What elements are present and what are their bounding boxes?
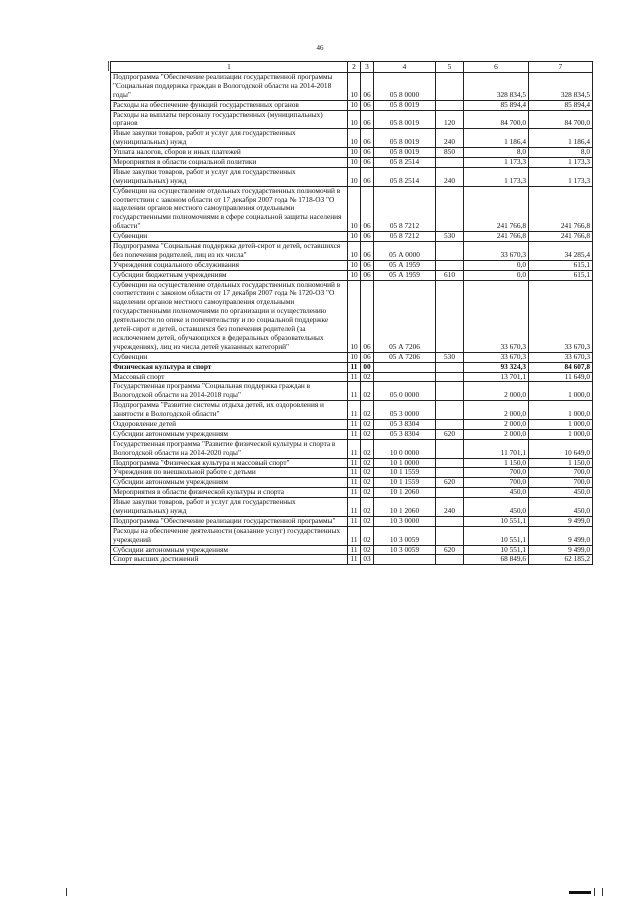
row-expense-type: 620	[436, 429, 464, 439]
row-amount-year2: 11 649,0	[529, 372, 593, 382]
scan-mark	[66, 888, 67, 896]
row-subsection: 06	[361, 110, 374, 129]
row-name: Спорт высших достижений	[111, 555, 348, 565]
row-expense-type: 240	[436, 129, 464, 148]
row-target-article: 10 3 0000	[374, 516, 436, 526]
row-amount-year1: 13 701,1	[464, 372, 529, 382]
row-name: Субвенции	[111, 352, 348, 362]
table-row	[111, 167, 593, 186]
row-expense-type	[436, 401, 464, 420]
row-amount-year1: 0,0	[464, 270, 529, 280]
row-amount-year1: 1 150,0	[464, 458, 529, 468]
row-target-article: 05 8 0019	[374, 100, 436, 110]
row-subsection: 06	[361, 100, 374, 110]
row-amount-year1: 0,0	[464, 260, 529, 270]
row-name: Мероприятия в области социальной политики	[111, 158, 348, 168]
row-name: Расходы на обеспечение функций государственных органов	[111, 100, 348, 110]
header-col-5: 5	[436, 62, 464, 73]
row-target-article: 10 1 0000	[374, 458, 436, 468]
row-expense-type: 850	[436, 148, 464, 158]
scan-mark	[594, 888, 595, 896]
row-subsection: 06	[361, 260, 374, 270]
row-subsection: 02	[361, 468, 374, 478]
row-amount-year2: 84 607,8	[529, 362, 593, 372]
row-section: 11	[348, 458, 361, 468]
row-subsection: 06	[361, 186, 374, 231]
row-section: 10	[348, 100, 361, 110]
row-amount-year2: 85 894,4	[529, 100, 593, 110]
row-target-article: 05 3 8304	[374, 419, 436, 429]
row-expense-type	[436, 280, 464, 352]
row-expense-type: 240	[436, 498, 464, 517]
row-target-article: 05 8 2514	[374, 167, 436, 186]
row-section: 11	[348, 429, 361, 439]
row-subsection: 02	[361, 478, 374, 488]
row-target-article: 05 3 8304	[374, 429, 436, 439]
row-amount-year2: 615,1	[529, 270, 593, 280]
row-section: 11	[348, 468, 361, 478]
table-row	[111, 526, 593, 545]
row-amount-year2: 10 649,0	[529, 439, 593, 458]
header-col-2: 2	[348, 62, 361, 73]
row-expense-type: 530	[436, 232, 464, 242]
row-expense-type	[436, 439, 464, 458]
row-subsection: 02	[361, 488, 374, 498]
table-row	[111, 478, 593, 488]
table-row	[111, 401, 593, 420]
row-expense-type: 530	[436, 352, 464, 362]
row-target-article	[374, 555, 436, 565]
row-subsection: 06	[361, 352, 374, 362]
row-amount-year2: 33 670,3	[529, 280, 593, 352]
row-section: 11	[348, 401, 361, 420]
row-expense-type	[436, 158, 464, 168]
row-subsection: 06	[361, 232, 374, 242]
row-amount-year2: 34 285,4	[529, 242, 593, 261]
header-col-7: 7	[529, 62, 593, 73]
row-section: 10	[348, 110, 361, 129]
row-name: Субвенции	[111, 232, 348, 242]
row-name: Подпрограмма "Развитие системы отдыха детей, их оздоровления и занятости в Вологодской области"	[111, 401, 348, 420]
row-section: 11	[348, 419, 361, 429]
row-expense-type: 120	[436, 110, 464, 129]
row-section: 10	[348, 260, 361, 270]
row-target-article	[374, 362, 436, 372]
row-amount-year1: 84 700,0	[464, 110, 529, 129]
row-amount-year1: 450,0	[464, 498, 529, 517]
row-target-article: 05 А 1959	[374, 260, 436, 270]
table-row	[111, 100, 593, 110]
row-target-article: 10 3 0059	[374, 526, 436, 545]
row-expense-type	[436, 419, 464, 429]
row-expense-type	[436, 458, 464, 468]
row-section: 11	[348, 545, 361, 555]
row-target-article: 10 0 0000	[374, 439, 436, 458]
row-amount-year2: 328 834,5	[529, 73, 593, 101]
table-row	[111, 429, 593, 439]
row-name: Субсидии автономным учреждениям	[111, 545, 348, 555]
row-name: Подпрограмма "Социальная поддержка детей-сирот и детей, оставшихся без попечения родителей, лиц из их числа"	[111, 242, 348, 261]
row-amount-year2: 1 000,0	[529, 429, 593, 439]
header-col-1: 1	[111, 62, 348, 73]
row-name: Субсидии бюджетным учреждениям	[111, 270, 348, 280]
row-amount-year1: 33 670,3	[464, 280, 529, 352]
row-amount-year1: 33 670,3	[464, 352, 529, 362]
row-subsection: 06	[361, 148, 374, 158]
table-row	[111, 362, 593, 372]
table-row	[111, 555, 593, 565]
row-section: 11	[348, 382, 361, 401]
row-amount-year2: 9 499,0	[529, 545, 593, 555]
row-target-article: 05 А 0000	[374, 242, 436, 261]
row-amount-year1: 241 766,8	[464, 186, 529, 231]
row-section: 11	[348, 498, 361, 517]
row-section: 11	[348, 439, 361, 458]
row-target-article: 10 1 2060	[374, 498, 436, 517]
row-subsection: 02	[361, 401, 374, 420]
row-amount-year1: 1 186,4	[464, 129, 529, 148]
row-expense-type	[436, 526, 464, 545]
row-amount-year2: 1 150,0	[529, 458, 593, 468]
row-amount-year1: 10 551,1	[464, 526, 529, 545]
row-name: Подпрограмма "Физическая культура и массовый спорт"	[111, 458, 348, 468]
row-target-article: 05 А 1959	[374, 270, 436, 280]
row-amount-year2: 1 173,3	[529, 158, 593, 168]
row-amount-year2: 8,0	[529, 148, 593, 158]
header-col-6: 6	[464, 62, 529, 73]
row-name: Массовый спорт	[111, 372, 348, 382]
row-expense-type	[436, 100, 464, 110]
table-row	[111, 468, 593, 478]
table-row	[111, 129, 593, 148]
row-amount-year2: 84 700,0	[529, 110, 593, 129]
row-subsection: 06	[361, 280, 374, 352]
row-amount-year1: 2 000,0	[464, 419, 529, 429]
row-target-article: 05 8 0019	[374, 110, 436, 129]
row-expense-type	[436, 488, 464, 498]
row-name: Учреждения по внешкольной работе с детьми	[111, 468, 348, 478]
row-name: Иные закупки товаров, работ и услуг для государственных (муниципальных) нужд	[111, 498, 348, 517]
table-row	[111, 458, 593, 468]
row-target-article: 10 1 1559	[374, 478, 436, 488]
table-row	[111, 439, 593, 458]
row-section: 10	[348, 352, 361, 362]
table-row	[111, 73, 593, 101]
row-expense-type	[436, 468, 464, 478]
row-target-article: 05 А 7206	[374, 280, 436, 352]
row-amount-year1: 700,0	[464, 478, 529, 488]
row-name: Подпрограмма "Обеспечение реализации государственной программы"	[111, 516, 348, 526]
table-row	[111, 545, 593, 555]
table-row	[111, 419, 593, 429]
table-row	[111, 372, 593, 382]
row-amount-year1: 450,0	[464, 488, 529, 498]
row-amount-year2: 1 000,0	[529, 419, 593, 429]
row-subsection: 06	[361, 242, 374, 261]
row-amount-year1: 10 551,1	[464, 545, 529, 555]
row-name: Субвенции на осуществление отдельных государственных полномочий в соответствии с законом области от 17 декабря 2007 года № 1720-ОЗ "О наделении органов местного самоуправления отдельными государственными полномочиями по организации и осуществлению деятельности по опеке и попечительству и по социальной поддержке детей-сирот и детей, оставшихся без попечения родителей (за исключением детей, обучающихся в федеральных образовательных учреждениях), лиц из числа детей указанных категорий"	[111, 280, 348, 352]
row-target-article: 05 0 0000	[374, 382, 436, 401]
table-row	[111, 488, 593, 498]
row-name: Расходы на обеспечение деятельности (оказание услуг) государственных учреждений	[111, 526, 348, 545]
row-section: 10	[348, 73, 361, 101]
header-row	[111, 62, 593, 73]
row-amount-year1: 33 670,3	[464, 242, 529, 261]
row-section: 11	[348, 478, 361, 488]
row-section: 11	[348, 555, 361, 565]
row-section: 10	[348, 270, 361, 280]
row-target-article: 10 1 1559	[374, 468, 436, 478]
row-target-article: 05 3 0000	[374, 401, 436, 420]
row-target-article: 10 3 0059	[374, 545, 436, 555]
row-name: Физическая культура и спорт	[111, 362, 348, 372]
row-amount-year2: 62 185,2	[529, 555, 593, 565]
row-expense-type: 620	[436, 478, 464, 488]
row-name: Уплата налогов, сборов и иных платежей	[111, 148, 348, 158]
table-row	[111, 516, 593, 526]
row-amount-year1: 2 000,0	[464, 382, 529, 401]
row-amount-year2: 1 000,0	[529, 401, 593, 420]
row-subsection: 06	[361, 129, 374, 148]
row-section: 11	[348, 488, 361, 498]
row-expense-type	[436, 555, 464, 565]
row-section: 11	[348, 372, 361, 382]
row-name: Учреждения социального обслуживания	[111, 260, 348, 270]
row-subsection: 02	[361, 498, 374, 517]
row-amount-year2: 1 000,0	[529, 382, 593, 401]
row-amount-year1: 328 834,5	[464, 73, 529, 101]
row-section: 11	[348, 362, 361, 372]
row-amount-year2: 1 186,4	[529, 129, 593, 148]
row-subsection: 06	[361, 167, 374, 186]
row-subsection: 00	[361, 362, 374, 372]
row-expense-type	[436, 372, 464, 382]
header-col-3: 3	[361, 62, 374, 73]
row-target-article: 05 8 7212	[374, 186, 436, 231]
budget-table	[110, 61, 593, 565]
row-amount-year2: 9 499,0	[529, 516, 593, 526]
row-subsection: 02	[361, 439, 374, 458]
row-amount-year1: 2 000,0	[464, 401, 529, 420]
row-amount-year2: 241 766,8	[529, 186, 593, 231]
row-amount-year2: 450,0	[529, 498, 593, 517]
row-name: Государственная программа "Развитие физической культуры и спорта в Вологодской области на 2014-2020 годы"	[111, 439, 348, 458]
scan-mark	[108, 61, 109, 71]
row-expense-type	[436, 260, 464, 270]
row-target-article: 05 8 0000	[374, 73, 436, 101]
row-amount-year2: 9 499,0	[529, 526, 593, 545]
scan-mark	[569, 891, 591, 894]
row-amount-year1: 10 551,1	[464, 516, 529, 526]
table-body	[111, 73, 593, 565]
row-target-article: 10 1 2060	[374, 488, 436, 498]
row-name: Иные закупки товаров, работ и услуг для государственных (муниципальных) нужд	[111, 129, 348, 148]
row-amount-year2: 1 173,3	[529, 167, 593, 186]
row-amount-year2: 700,0	[529, 478, 593, 488]
row-expense-type	[436, 516, 464, 526]
row-subsection: 02	[361, 382, 374, 401]
row-expense-type: 610	[436, 270, 464, 280]
row-section: 10	[348, 129, 361, 148]
table-row	[111, 110, 593, 129]
table-row	[111, 280, 593, 352]
row-name: Субсидии автономным учреждениям	[111, 478, 348, 488]
row-amount-year1: 700,0	[464, 468, 529, 478]
row-target-article: 05 А 7206	[374, 352, 436, 362]
row-name: Оздоровление детей	[111, 419, 348, 429]
row-amount-year2: 241 766,8	[529, 232, 593, 242]
row-expense-type	[436, 73, 464, 101]
row-name: Подпрограмма "Обеспечение реализации государственной программы "Социальная поддержка граждан в Вологодской области на 2014-2018 годы"	[111, 73, 348, 101]
row-amount-year2: 700,0	[529, 468, 593, 478]
row-section: 10	[348, 242, 361, 261]
row-name: Субвенции на осуществление отдельных государственных полномочий в соответствии с законом области от 17 декабря 2007 года № 1718-ОЗ "О наделении органов местного самоуправления отдельными государственными полномочиями в сфере социальной защиты населения области"	[111, 186, 348, 231]
table-row	[111, 186, 593, 231]
row-amount-year2: 450,0	[529, 488, 593, 498]
row-section: 10	[348, 167, 361, 186]
row-amount-year2: 615,1	[529, 260, 593, 270]
row-target-article: 05 8 0019	[374, 148, 436, 158]
row-expense-type	[436, 186, 464, 231]
table-row	[111, 352, 593, 362]
row-subsection: 06	[361, 270, 374, 280]
row-subsection: 02	[361, 516, 374, 526]
table-row	[111, 260, 593, 270]
scan-mark	[602, 888, 603, 896]
row-subsection: 02	[361, 545, 374, 555]
row-section: 10	[348, 186, 361, 231]
row-target-article: 05 8 0019	[374, 129, 436, 148]
row-amount-year1: 1 173,3	[464, 167, 529, 186]
page-number: 46	[316, 44, 324, 52]
row-expense-type	[436, 362, 464, 372]
table-row	[111, 498, 593, 517]
table-row	[111, 232, 593, 242]
row-name: Субсидии автономным учреждениям	[111, 429, 348, 439]
row-subsection: 06	[361, 158, 374, 168]
table-row	[111, 270, 593, 280]
row-expense-type: 620	[436, 545, 464, 555]
row-section: 11	[348, 526, 361, 545]
row-target-article: 05 8 2514	[374, 158, 436, 168]
row-subsection: 03	[361, 555, 374, 565]
row-amount-year1: 68 849,6	[464, 555, 529, 565]
row-subsection: 02	[361, 372, 374, 382]
row-amount-year1: 93 324,3	[464, 362, 529, 372]
row-section: 10	[348, 148, 361, 158]
row-subsection: 02	[361, 429, 374, 439]
row-name: Мероприятия в области физической культуры и спорта	[111, 488, 348, 498]
row-subsection: 02	[361, 458, 374, 468]
table-row	[111, 148, 593, 158]
row-subsection: 06	[361, 73, 374, 101]
table-row	[111, 158, 593, 168]
row-expense-type	[436, 242, 464, 261]
row-subsection: 02	[361, 419, 374, 429]
row-target-article	[374, 372, 436, 382]
row-expense-type	[436, 382, 464, 401]
row-section: 10	[348, 280, 361, 352]
row-amount-year1: 241 766,8	[464, 232, 529, 242]
row-amount-year1: 1 173,3	[464, 158, 529, 168]
table-row	[111, 382, 593, 401]
row-section: 10	[348, 232, 361, 242]
row-section: 11	[348, 516, 361, 526]
row-amount-year2: 33 670,3	[529, 352, 593, 362]
row-subsection: 02	[361, 526, 374, 545]
row-target-article: 05 8 7212	[374, 232, 436, 242]
row-name: Иные закупки товаров, работ и услуг для государственных (муниципальных) нужд	[111, 167, 348, 186]
row-expense-type: 240	[436, 167, 464, 186]
row-amount-year1: 85 894,4	[464, 100, 529, 110]
row-amount-year1: 8,0	[464, 148, 529, 158]
row-section: 10	[348, 158, 361, 168]
row-amount-year1: 2 000,0	[464, 429, 529, 439]
row-amount-year1: 11 701,1	[464, 439, 529, 458]
header-col-4: 4	[374, 62, 436, 73]
row-name: Государственная программа "Социальная поддержка граждан в Вологодской области на 2014-2018 годы"	[111, 382, 348, 401]
table-row	[111, 242, 593, 261]
row-name: Расходы на выплаты персоналу государственных (муниципальных) органов	[111, 110, 348, 129]
